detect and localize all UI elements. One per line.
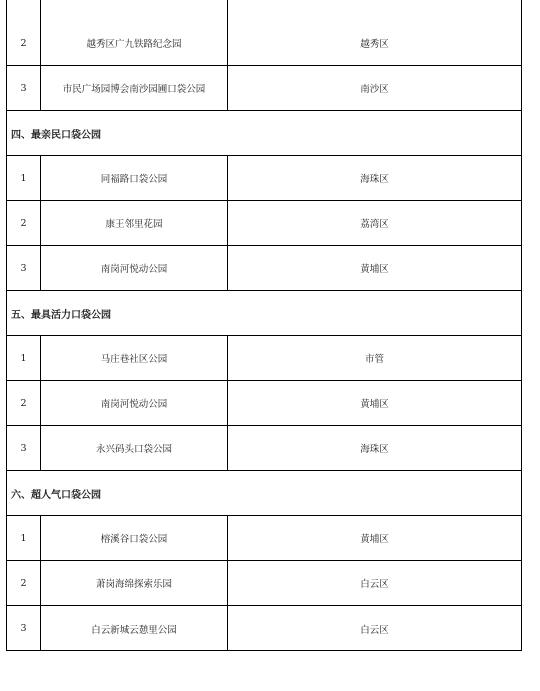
district: 海珠区 [360,444,389,455]
row-number: 3 [7,426,41,470]
row-number: 3 [7,606,41,651]
row-number: 1 [7,156,41,200]
park-name: 南岗河悦动公园 [41,246,228,290]
table-row [7,201,521,246]
district: 白云区 [360,579,389,590]
park-name: 白云新城云憩里公园 [41,606,228,651]
table-row [7,426,521,471]
table-row [7,561,521,606]
park-name: 南岗河悦动公园 [41,381,228,425]
table-row [7,66,521,111]
park-name: 永兴码头口袋公园 [41,426,228,470]
table-row [7,156,521,201]
row-number: 2 [7,381,41,425]
park-name: 越秀区广九铁路纪念园 [41,0,228,65]
park-name: 萧岗海绵探索乐园 [41,561,228,605]
table-row [7,246,521,291]
table-row [7,516,521,561]
table-row [7,0,521,66]
district: 白云区 [360,624,389,636]
district: 荔湾区 [360,219,389,230]
park-name: 市民广场园博会南沙园圃口袋公园 [41,66,228,110]
park-name: 马庄巷社区公园 [41,336,228,380]
district: 黄埔区 [360,534,389,545]
row-number: 3 [7,66,41,110]
row-number: 1 [7,516,41,560]
awards-table [6,0,522,651]
table-row [7,336,521,381]
row-number: 3 [7,246,41,290]
district: 越秀区 [360,39,389,50]
row-number: 2 [7,561,41,605]
district: 南沙区 [360,84,389,95]
district: 黄埔区 [360,399,389,410]
table-row [7,381,521,426]
park-name: 康王邻里花园 [41,201,228,245]
section-heading: 四、最亲民口袋公园 [7,111,521,156]
district: 海珠区 [360,174,389,185]
row-number: 2 [7,201,41,245]
table-row [7,606,521,651]
district: 黄埔区 [360,264,389,275]
section-heading: 六、超人气口袋公园 [7,471,521,516]
section-heading: 五、最具活力口袋公园 [7,291,521,336]
row-number: 1 [7,336,41,380]
park-name: 榕溪谷口袋公园 [41,516,228,560]
row-number: 2 [7,0,41,65]
park-name: 同福路口袋公园 [41,156,228,200]
district: 市管 [364,354,384,365]
